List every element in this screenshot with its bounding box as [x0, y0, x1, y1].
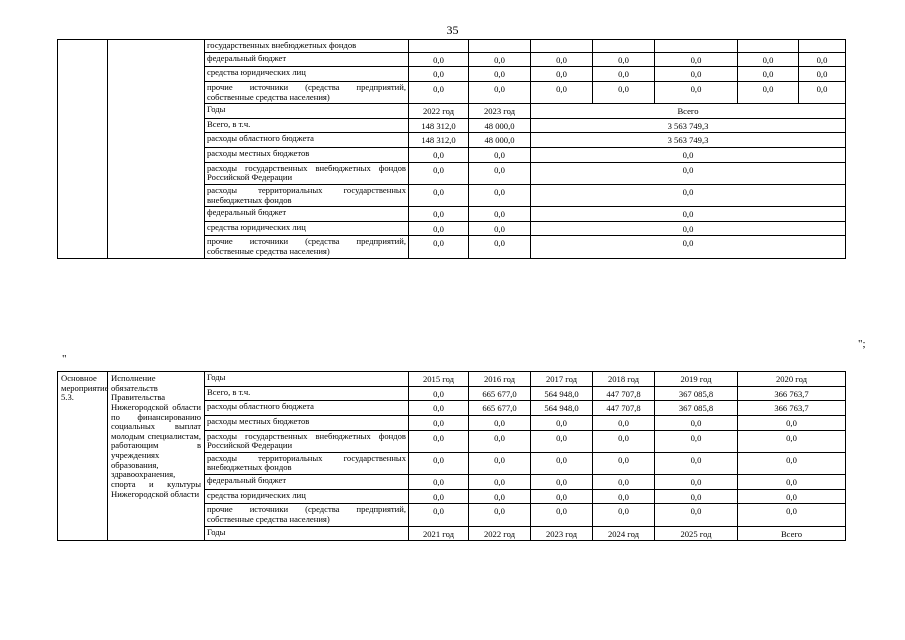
table-cell: 665 677,0	[469, 386, 531, 401]
table-cell: 367 085,8	[655, 401, 738, 416]
table-cell: 0,0	[531, 452, 593, 474]
table-cell: 0,0	[593, 504, 655, 526]
table-cell: 2023 год	[469, 104, 531, 119]
table-cell	[738, 40, 799, 53]
table-cell: 0,0	[409, 401, 469, 416]
empty-cell	[108, 40, 205, 259]
table-cell: 0,0	[469, 236, 531, 258]
table-cell: 48 000,0	[469, 118, 531, 133]
table-cell: 0,0	[469, 162, 531, 184]
table-cell: 0,0	[738, 67, 799, 82]
measure-description: Исполнение обязательств Правительства Нижегородской области по финансированию социальных выплат молодым специалистам, работающим в учреждениях образования, здравоохранения, спорта и культуры Нижегородской области	[108, 372, 205, 541]
table-cell: 0,0	[469, 67, 531, 82]
row-label: федеральный бюджет	[205, 207, 409, 222]
table-cell: 0,0	[409, 475, 469, 490]
table-cell: 0,0	[738, 504, 846, 526]
table-cell: 0,0	[655, 67, 738, 82]
table-cell: 0,0	[409, 81, 469, 103]
table-cell: 0,0	[469, 430, 531, 452]
table-cell: 0,0	[655, 489, 738, 504]
table-cell: 0,0	[469, 452, 531, 474]
row-label: Годы	[205, 372, 409, 387]
row-label: средства юридических лиц	[205, 221, 409, 236]
table-cell: 366 763,7	[738, 386, 846, 401]
table-cell: 2020 год	[738, 372, 846, 387]
table-cell: 0,0	[738, 452, 846, 474]
table-cell: 0,0	[409, 236, 469, 258]
table-cell: 0,0	[531, 504, 593, 526]
table-cell: 2022 год	[469, 526, 531, 541]
table-cell: 0,0	[531, 415, 593, 430]
table-cell: 0,0	[655, 430, 738, 452]
row-label: прочие источники (средства предприятий, собственные средства населения)	[205, 236, 409, 258]
table-row	[58, 372, 846, 387]
table-cell: 0,0	[469, 489, 531, 504]
table-cell: 0,0	[469, 184, 531, 206]
table-cell: 0,0	[409, 415, 469, 430]
row-label: Годы	[205, 104, 409, 119]
table-cell: 0,0	[469, 221, 531, 236]
table-cell: 0,0	[738, 415, 846, 430]
table-cell: 0,0	[409, 489, 469, 504]
table-cell: 0,0	[655, 475, 738, 490]
table-cell: 0,0	[799, 52, 846, 67]
table-cell: 0,0	[799, 81, 846, 103]
table-cell: 0,0	[409, 207, 469, 222]
table-cell: 0,0	[738, 489, 846, 504]
table-cell: 2023 год	[531, 526, 593, 541]
table-cell: 0,0	[469, 504, 531, 526]
total-cell: 3 563 749,3	[531, 118, 846, 133]
total-cell: 0,0	[531, 207, 846, 222]
row-label: Всего, в т.ч.	[205, 386, 409, 401]
opening-quote: "	[62, 353, 67, 365]
total-cell: 0,0	[531, 148, 846, 163]
row-label: расходы государственных внебюджетных фондов Российской Федерации	[205, 430, 409, 452]
row-label: федеральный бюджет	[205, 475, 409, 490]
table-cell: 0,0	[531, 52, 593, 67]
row-label: расходы территориальных государственных внебюджетных фондов	[205, 452, 409, 474]
table-cell: 665 677,0	[469, 401, 531, 416]
row-label: средства юридических лиц	[205, 67, 409, 82]
table-cell: 0,0	[469, 81, 531, 103]
budget-table-measure-5-3	[57, 371, 846, 541]
table-cell: 0,0	[409, 504, 469, 526]
table-cell: 0,0	[593, 67, 655, 82]
table-cell: 0,0	[593, 430, 655, 452]
table-cell: 2022 год	[409, 104, 469, 119]
table-cell: 0,0	[469, 415, 531, 430]
table-cell: 0,0	[469, 207, 531, 222]
table-cell: 0,0	[531, 67, 593, 82]
table-cell: 0,0	[469, 148, 531, 163]
table-cell: 0,0	[531, 81, 593, 103]
row-label: федеральный бюджет	[205, 52, 409, 67]
table-cell: 0,0	[469, 475, 531, 490]
total-cell: 0,0	[531, 236, 846, 258]
table-cell: 148 312,0	[409, 118, 469, 133]
table-cell: 0,0	[409, 430, 469, 452]
closing-quote: ";	[858, 338, 866, 350]
table-cell: 2018 год	[593, 372, 655, 387]
table-cell: 2025 год	[655, 526, 738, 541]
row-label: расходы государственных внебюджетных фондов Российской Федерации	[205, 162, 409, 184]
table-cell: 2017 год	[531, 372, 593, 387]
table-cell: 447 707,8	[593, 386, 655, 401]
table-cell: 0,0	[531, 430, 593, 452]
table-cell: 367 085,8	[655, 386, 738, 401]
measure-number: Основное мероприятие 5.3.	[58, 372, 108, 541]
table-cell: 0,0	[738, 52, 799, 67]
budget-table-continued	[57, 39, 846, 259]
table-cell: 0,0	[409, 148, 469, 163]
row-label: средства юридических лиц	[205, 489, 409, 504]
table-cell	[469, 40, 531, 53]
row-label: расходы территориальных государственных внебюджетных фондов	[205, 184, 409, 206]
table-cell: 564 948,0	[531, 386, 593, 401]
table-cell: 0,0	[655, 504, 738, 526]
table-cell	[409, 40, 469, 53]
row-label: расходы местных бюджетов	[205, 415, 409, 430]
table-cell: 0,0	[593, 415, 655, 430]
table-cell: 0,0	[593, 81, 655, 103]
total-cell: 0,0	[531, 184, 846, 206]
table-cell: 2015 год	[409, 372, 469, 387]
table-cell: 0,0	[531, 475, 593, 490]
table-row	[58, 40, 846, 53]
table-cell	[655, 40, 738, 53]
total-cell: 0,0	[531, 162, 846, 184]
table-cell: 2016 год	[469, 372, 531, 387]
row-label: Годы	[205, 526, 409, 541]
table-cell: 0,0	[409, 162, 469, 184]
table-cell	[799, 40, 846, 53]
row-label: расходы местных бюджетов	[205, 148, 409, 163]
table-cell: 0,0	[593, 52, 655, 67]
table-cell: 2024 год	[593, 526, 655, 541]
row-label: расходы областного бюджета	[205, 133, 409, 148]
table-cell: 0,0	[593, 489, 655, 504]
table-cell: 0,0	[655, 81, 738, 103]
table-cell: 0,0	[409, 184, 469, 206]
table-cell: 0,0	[409, 52, 469, 67]
table-cell: 447 707,8	[593, 401, 655, 416]
total-cell: 0,0	[531, 221, 846, 236]
table-cell: 0,0	[409, 386, 469, 401]
table-cell: 0,0	[409, 221, 469, 236]
row-label: Всего, в т.ч.	[205, 118, 409, 133]
total-cell: 3 563 749,3	[531, 133, 846, 148]
table-cell: 0,0	[409, 452, 469, 474]
table-cell: 0,0	[655, 52, 738, 67]
table-cell	[593, 40, 655, 53]
table-cell: 564 948,0	[531, 401, 593, 416]
row-label: государственных внебюджетных фондов	[205, 40, 409, 53]
table-cell: 0,0	[799, 67, 846, 82]
table-cell: 366 763,7	[738, 401, 846, 416]
row-label: прочие источники (средства предприятий, собственные средства населения)	[205, 504, 409, 526]
table-cell: 0,0	[409, 67, 469, 82]
row-label: прочие источники (средства предприятий, собственные средства населения)	[205, 81, 409, 103]
table-cell: 0,0	[593, 475, 655, 490]
table-cell: 0,0	[738, 430, 846, 452]
total-cell: Всего	[531, 104, 846, 119]
table-cell: 48 000,0	[469, 133, 531, 148]
table-cell: 148 312,0	[409, 133, 469, 148]
table-cell: 0,0	[469, 52, 531, 67]
table-cell: 2021 год	[409, 526, 469, 541]
table-cell: 2019 год	[655, 372, 738, 387]
table-cell	[531, 40, 593, 53]
empty-cell	[58, 40, 108, 259]
table-cell: 0,0	[738, 475, 846, 490]
table-cell: 0,0	[593, 452, 655, 474]
page-number: 35	[446, 23, 459, 37]
table-cell: 0,0	[531, 489, 593, 504]
table-cell: Всего	[738, 526, 846, 541]
table-cell: 0,0	[655, 452, 738, 474]
row-label: расходы областного бюджета	[205, 401, 409, 416]
table-cell: 0,0	[738, 81, 799, 103]
table-cell: 0,0	[655, 415, 738, 430]
